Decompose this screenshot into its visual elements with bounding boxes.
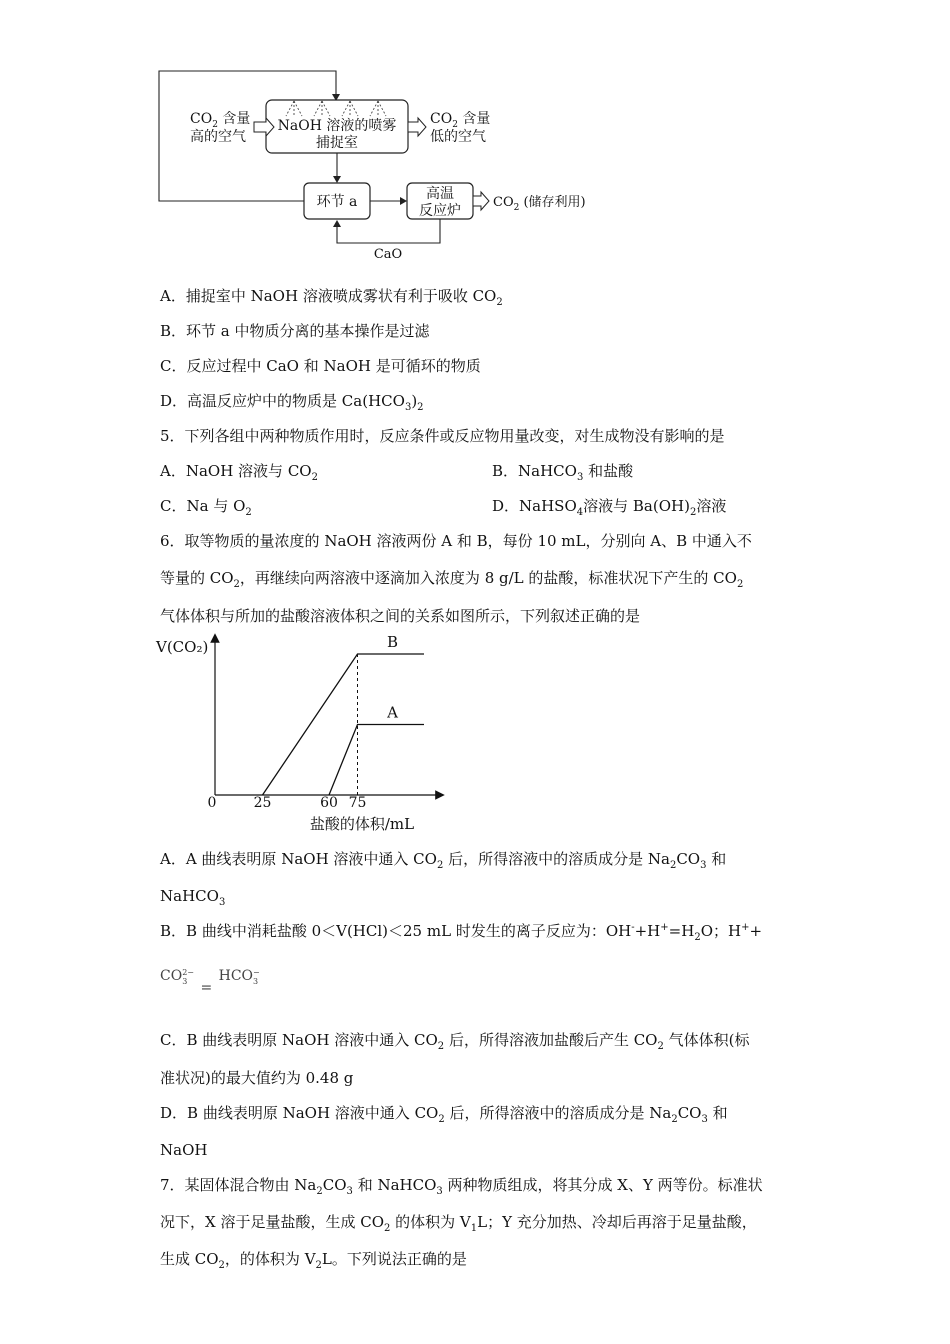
q5-option-d: D．NaHSO$_4$溶液与 $Ba(OH)_2$溶液 <box>492 497 727 518</box>
q7-stem-line-3: 生成 $CO_2$，的体积为 $V_2L$。下列说法正确的是 <box>160 1250 467 1271</box>
step-to-furnace-arrowhead <box>400 197 407 205</box>
q4-option-d: D．高温反应炉中的物质是 $Ca(HCO_3)_2$ <box>160 392 424 413</box>
series-line-A <box>329 725 424 796</box>
input-air-label: $CO_2$ 含量 <box>190 111 251 130</box>
chamber-to-step-arrowhead <box>333 176 341 183</box>
q5-option-a: A．NaOH 溶液与 $CO_2$ <box>160 462 318 483</box>
furnace-label-2: 反应炉 <box>419 203 461 219</box>
q6-option-c: C．B 曲线表明原 NaOH 溶液中通入 $CO_2$ 后，所得溶液加盐酸后产生 $CO_2$ 气体体积(标 <box>160 1031 750 1052</box>
output-hollow-arrow <box>408 118 426 136</box>
output-air-label-2: 低的空气 <box>430 129 486 145</box>
capture-chamber-label-2: 捕捉室 <box>316 135 358 151</box>
q6-option-d-cont: NaOH <box>160 1141 208 1159</box>
output-air-label: $CO_2$ 含量 <box>430 111 491 130</box>
q6-option-b-equation: CO 2− 3 = HCO − 3 <box>160 968 260 996</box>
q6-option-a: A．A 曲线表明原 NaOH 溶液中通入 $CO_2$ 后，所得溶液中的溶质成分是 $Na_2CO_3$ 和 <box>160 850 727 871</box>
step-a-label: 环节 a <box>316 194 358 210</box>
q6-option-c-cont: 准状况)的最大值约为 0.48 g <box>160 1069 354 1087</box>
x-tick-label-60: 60 <box>320 795 338 811</box>
q6-option-a-cont: NaHCO$_3$ <box>160 887 226 908</box>
q6-stem-line-3: 气体体积与所加的盐酸溶液体积之间的关系如图所示，下列叙述正确的是 <box>160 607 641 625</box>
q7-stem-line-2: 况下，X 溶于足量盐酸，生成 $CO_2$ 的体积为 $V_1L$；Y 充分加热、冷却后再溶于足量盐酸， <box>160 1213 757 1234</box>
q6-option-d: D．B 曲线表明原 NaOH 溶液中通入 $CO_2$ 后，所得溶液中的溶质成分是 $Na_2CO_3$ 和 <box>160 1104 728 1125</box>
q6-stem-line-2: 等量的 $CO_2$，再继续向两溶液中逐滴加入浓度为 8 g/L 的盐酸，标准状况下产生的 $CO_2$ <box>160 569 744 590</box>
q6-stem-line-1: 6．取等物质的量浓度的 NaOH 溶液两份 A 和 B，每份 10 mL，分别向 A、B 中通入不 <box>160 532 752 550</box>
co2-out-hollow-arrow <box>473 192 489 210</box>
q5-option-c: C．Na 与 $O_2$ <box>160 497 252 518</box>
furnace-label-1: 高温 <box>426 186 454 202</box>
x-tick-label-75: 75 <box>348 795 367 811</box>
cao-label: CaO <box>373 247 403 262</box>
co2-capture-flow-diagram <box>150 60 620 270</box>
q5-option-b: B．NaHCO$_3$ 和盐酸 <box>492 462 634 483</box>
co2-storage-label: $CO_2$ (储存利用) <box>493 195 586 213</box>
capture-chamber-label-1: NaOH 溶液的喷雾 <box>277 118 397 134</box>
q4-option-b: B．环节 a 中物质分离的基本操作是过滤 <box>160 322 430 340</box>
q7-stem-line-1: 7．某固体混合物由 $Na_2CO_3$ 和 NaHCO$_3$ 两种物质组成，将其分成 X、Y 两等份。标准状 <box>160 1176 763 1197</box>
q5-stem: 5．下列各组中两种物质作用时，反应条件或反应物用量改变，对生成物没有影响的是 <box>160 427 725 445</box>
y-axis-label: V(CO₂) <box>156 638 209 656</box>
cao-return-line <box>337 219 440 243</box>
q4-option-a: A．捕捉室中 NaOH 溶液喷成雾状有利于吸收 $CO_2$ <box>160 287 503 308</box>
x-tick-label-0: 0 <box>207 795 217 811</box>
co2-volume-chart <box>150 630 450 835</box>
x-tick-label-25: 25 <box>253 795 272 811</box>
q4-option-c: C．反应过程中 CaO 和 NaOH 是可循环的物质 <box>160 357 481 375</box>
cao-return-arrowhead <box>333 220 341 227</box>
q6-option-b: B．B 曲线中消耗盐酸 0＜V(HCl)＜25 mL 时发生的离子反应为：$OH^-+H^+=H_2O$；H++ <box>160 922 763 943</box>
series-label-A: A <box>387 703 398 722</box>
series-label-B: B <box>386 633 399 651</box>
input-air-label-2: 高的空气 <box>190 129 246 145</box>
x-axis-label: 盐酸的体积/mL <box>309 815 415 833</box>
